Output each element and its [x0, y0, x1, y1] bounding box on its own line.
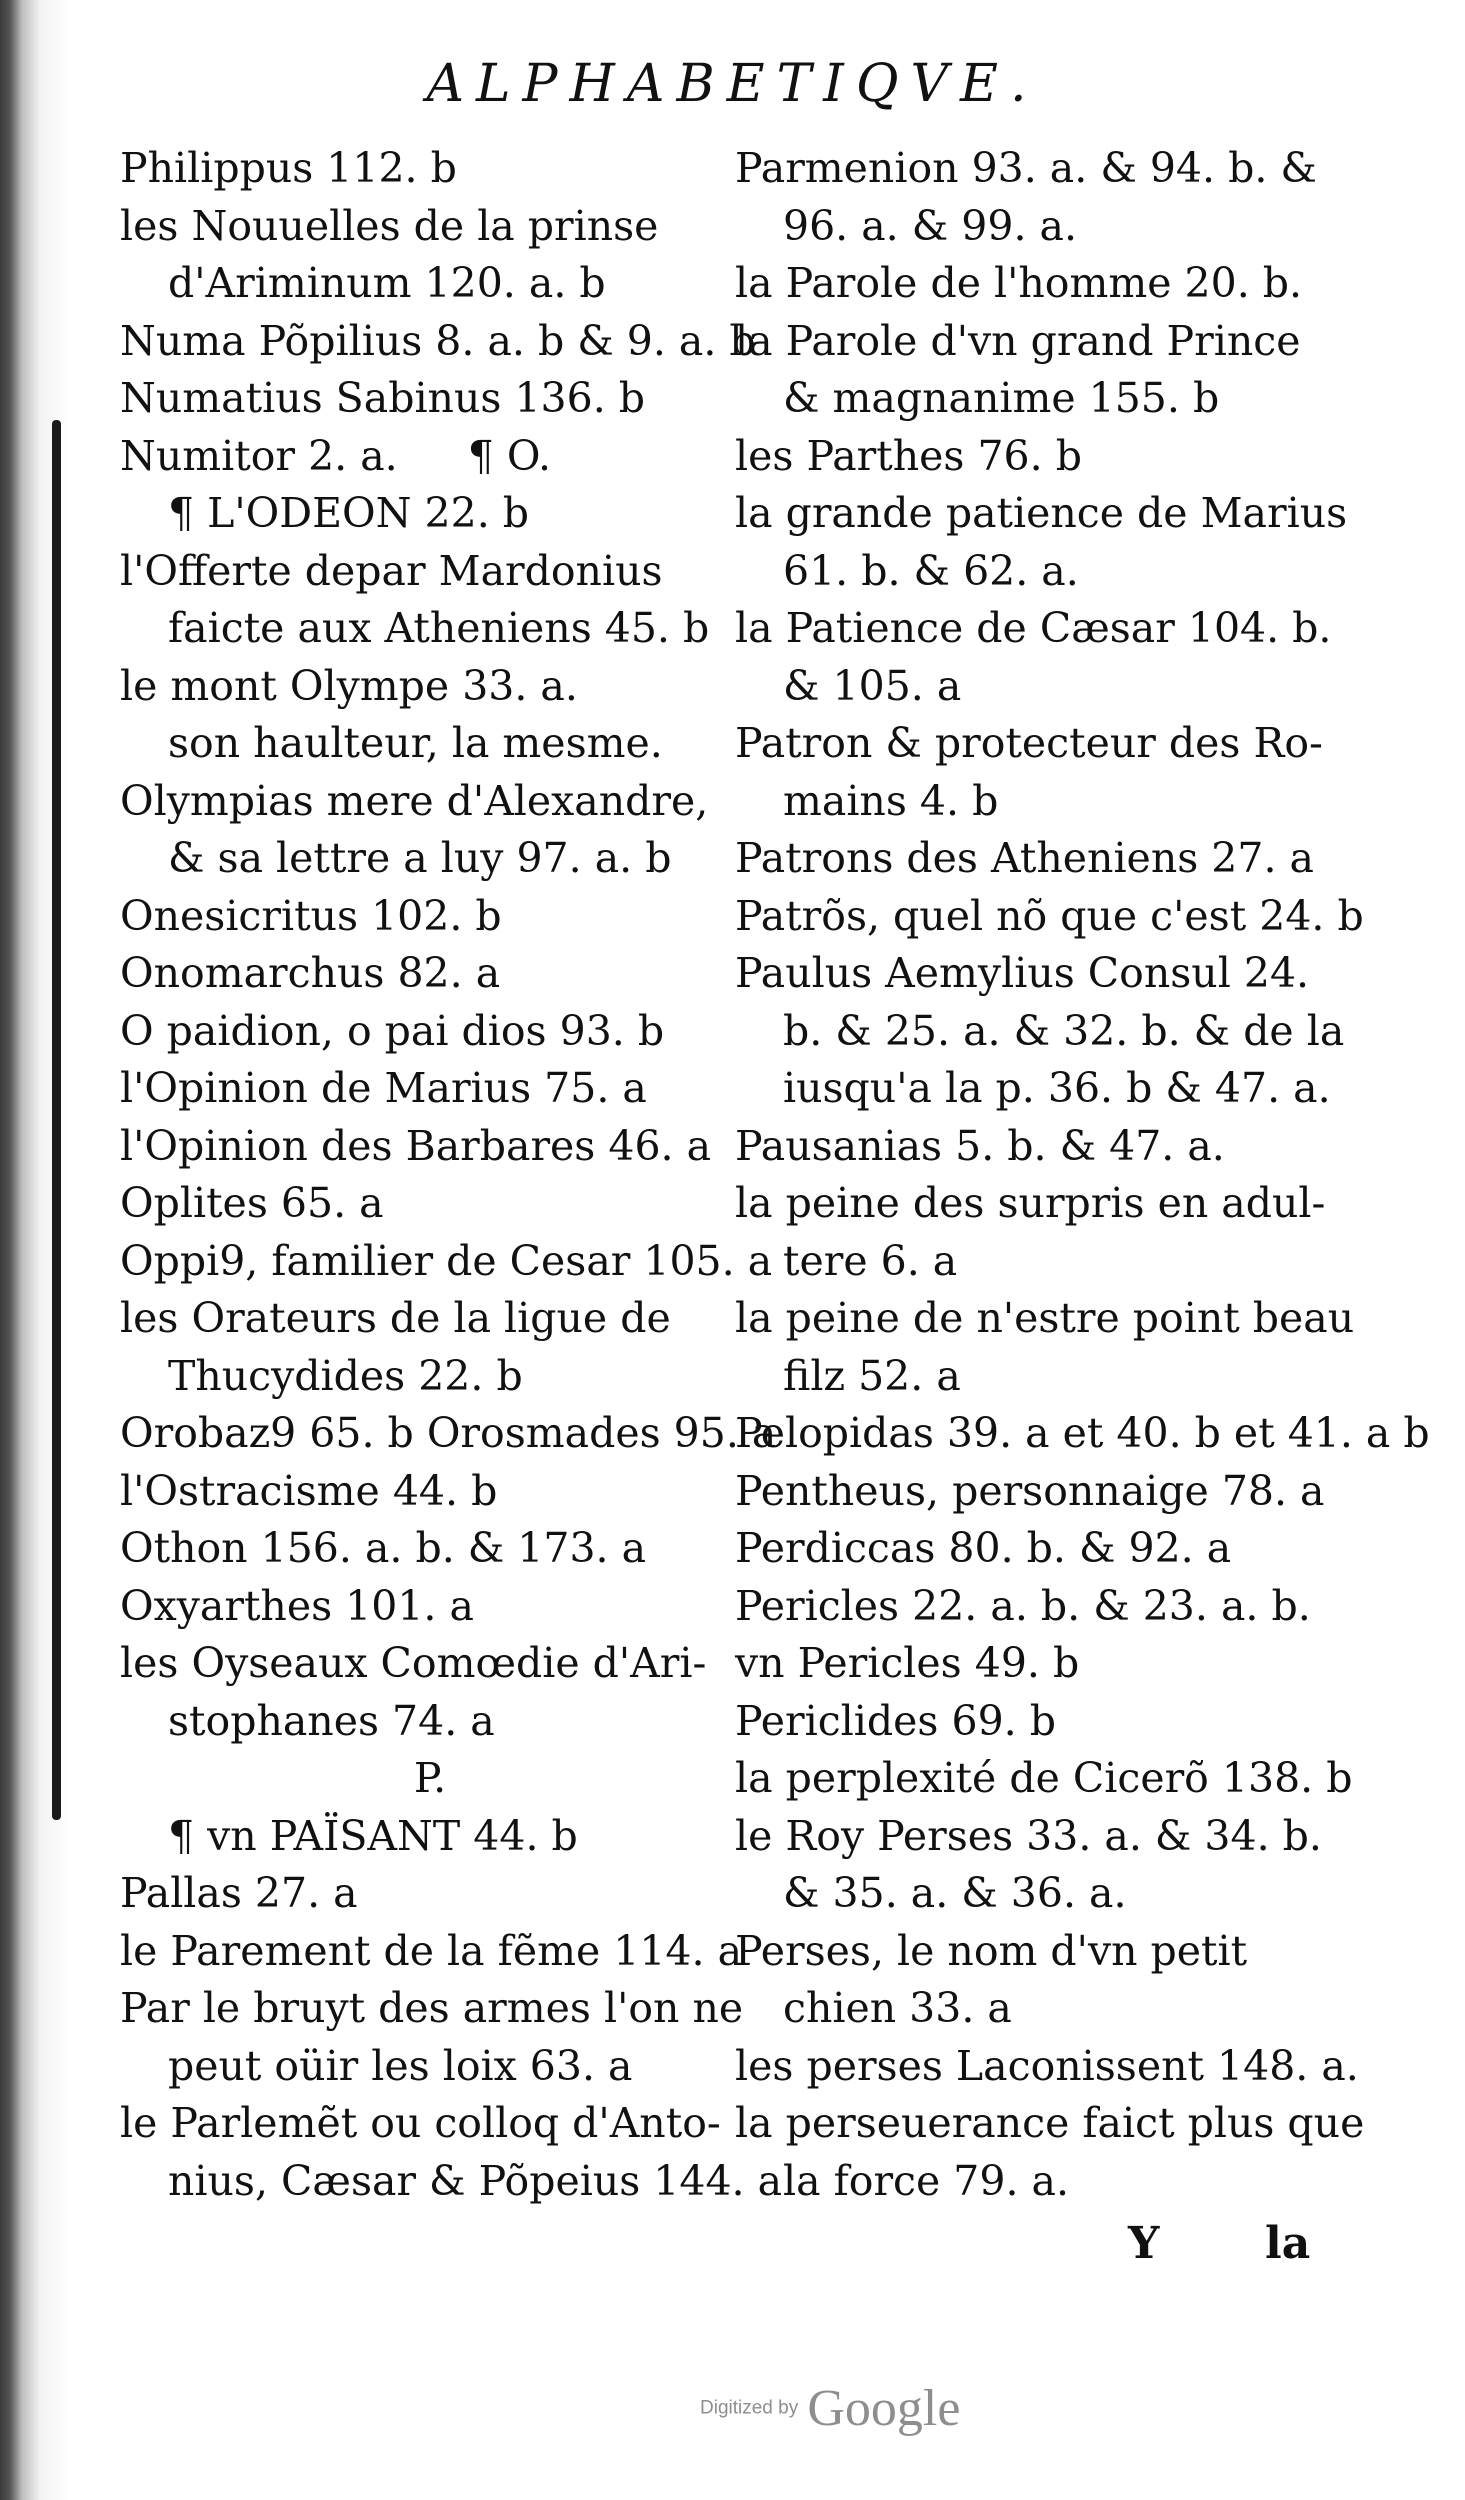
binding-edge	[52, 420, 61, 1820]
index-entry: Pausanias 5. b. & 47. a.	[735, 1121, 1225, 1170]
index-entry: l'Offerte depar Mardonius	[120, 546, 663, 595]
catchword: la	[1265, 2218, 1311, 2269]
index-entry: & 105. a	[783, 661, 962, 710]
index-entry: Patrõs, quel nõ que c'est 24. b	[735, 891, 1364, 940]
index-entry: le Parlemẽt ou colloq d'Anto-	[120, 2099, 721, 2147]
index-entry: Oppi9, familier de Cesar 105. a	[120, 1236, 773, 1285]
index-entry: Pallas 27. a	[120, 1869, 358, 1917]
index-entry: Oplites 65. a	[120, 1179, 384, 1227]
index-entry: vn Pericles 49. b	[735, 1639, 1080, 1687]
index-entry-with-heading	[120, 428, 740, 486]
index-entry: l'Opinion des Barbares 46. a	[120, 1121, 712, 1170]
index-entry: 61. b. & 62. a.	[783, 546, 1079, 595]
index-entry: la force 79. a.	[783, 2156, 1070, 2205]
index-entry: la perplexité de Cicerõ 138. b	[735, 1754, 1353, 1802]
index-entry: Patron & protecteur des Ro-	[735, 719, 1323, 767]
index-entry: les Oyseaux Comœdie d'Ari-	[120, 1639, 707, 1687]
section-heading-o: ¶ O.	[467, 431, 552, 480]
index-entry: Parmenion 93. a. & 94. b. &	[735, 144, 1317, 192]
index-column-right	[735, 140, 1430, 2210]
index-entry: tere 6. a	[783, 1236, 958, 1285]
index-entry: Pelopidas 39. a et 40. b et 41. a b	[735, 1409, 1430, 1457]
index-entry: la Parole de l'homme 20. b.	[735, 259, 1303, 307]
index-entry: b. & 25. a. & 32. b. & de la	[783, 1006, 1345, 1055]
index-entry: Patrons des Atheniens 27. a	[735, 834, 1314, 882]
index-entry: 96. a. & 99. a.	[783, 201, 1077, 250]
index-entry: & 35. a. & 36. a.	[783, 1869, 1127, 1917]
index-entry: & magnanime 155. b	[783, 374, 1220, 422]
digitization-watermark	[700, 2378, 960, 2438]
index-entry: Pentheus, personnaige 78. a	[735, 1466, 1325, 1515]
watermark-prefix: Digitized by	[700, 2397, 799, 2419]
index-entry: le mont Olympe 33. a.	[120, 661, 578, 710]
index-entry: Pericles 22. a. b. & 23. a. b.	[735, 1581, 1311, 1630]
index-entry: Olympias mere d'Alexandre,	[120, 776, 709, 825]
index-entry: les Orateurs de la ligue de	[120, 1294, 671, 1342]
index-entry: filz 52. a	[783, 1351, 961, 1400]
index-entry: d'Ariminum 120. a. b	[168, 259, 606, 307]
index-entry: nius, Cæsar & Põpeius 144. a	[168, 2156, 783, 2205]
index-column-left	[120, 140, 783, 2210]
index-entry: Perdiccas 80. b. & 92. a	[735, 1524, 1232, 1572]
index-entry: peut oüir les loix 63. a	[168, 2041, 633, 2090]
index-entry: ¶ L'ODEON 22. b	[168, 489, 530, 537]
index-entry: Onomarchus 82. a	[120, 949, 501, 997]
index-entry: Numa Põpilius 8. a. b & 9. a. b	[120, 316, 756, 365]
index-entry: Onesicritus 102. b	[120, 891, 502, 940]
index-entry: l'Ostracisme 44. b	[120, 1466, 498, 1515]
index-entry: la grande patience de Marius	[735, 489, 1348, 537]
index-entry: mains 4. b	[783, 776, 999, 825]
index-entry: Oxyarthes 101. a	[120, 1581, 474, 1630]
index-entry: chien 33. a	[783, 1984, 1012, 2032]
index-entry: la Parole d'vn grand Prince	[735, 316, 1301, 365]
index-entry: O paidion, o pai dios 93. b	[120, 1006, 665, 1055]
index-entry: Perses, le nom d'vn petit	[735, 1926, 1248, 1975]
google-logo: Google	[807, 2379, 961, 2437]
index-entry: la peine des surpris en adul-	[735, 1179, 1326, 1227]
index-entry: la Patience de Cæsar 104. b.	[735, 604, 1332, 652]
index-entry: le Parement de la fẽme 114. a	[120, 1926, 743, 1975]
index-entry: Orobaz9 65. b Orosmades 95. a	[120, 1409, 777, 1457]
index-entry: ¶ vn PAÏSANT 44. b	[168, 1811, 578, 1860]
index-entry: faicte aux Atheniens 45. b	[168, 604, 710, 652]
index-entry: Par le bruyt des armes l'on ne	[120, 1984, 744, 2032]
index-entry: Othon 156. a. b. & 173. a	[120, 1524, 647, 1572]
index-entry: & sa lettre a luy 97. a. b	[168, 834, 672, 882]
index-entry: les Parthes 76. b	[735, 431, 1082, 480]
section-heading-p: P.	[413, 1754, 447, 1802]
index-entry: iusqu'a la p. 36. b & 47. a.	[783, 1064, 1331, 1112]
index-entry: l'Opinion de Marius 75. a	[120, 1064, 647, 1112]
index-entry: Thucydides 22. b	[168, 1351, 523, 1400]
index-entry: Numatius Sabinus 136. b	[120, 374, 646, 422]
running-header: ALPHABETIQVE.	[426, 54, 1039, 114]
index-entry: les perses Laconissent 148. a.	[735, 2041, 1359, 2090]
index-entry: stophanes 74. a	[168, 1696, 495, 1745]
index-entry: la peine de n'estre point beau	[735, 1294, 1355, 1342]
index-entry: son haulteur, la mesme.	[168, 719, 663, 767]
index-entry: la perseuerance faict plus que	[735, 2099, 1365, 2147]
index-entry: le Roy Perses 33. a. & 34. b.	[735, 1811, 1322, 1860]
index-entry: Numitor 2. a.	[120, 431, 398, 480]
signature-mark: Y	[1128, 2218, 1160, 2269]
index-entry: les Nouuelles de la prinse	[120, 201, 659, 250]
index-entry: Periclides 69. b	[735, 1696, 1056, 1745]
index-entry: Paulus Aemylius Consul 24.	[735, 949, 1310, 997]
index-entry: Philippus 112. b	[120, 144, 457, 192]
